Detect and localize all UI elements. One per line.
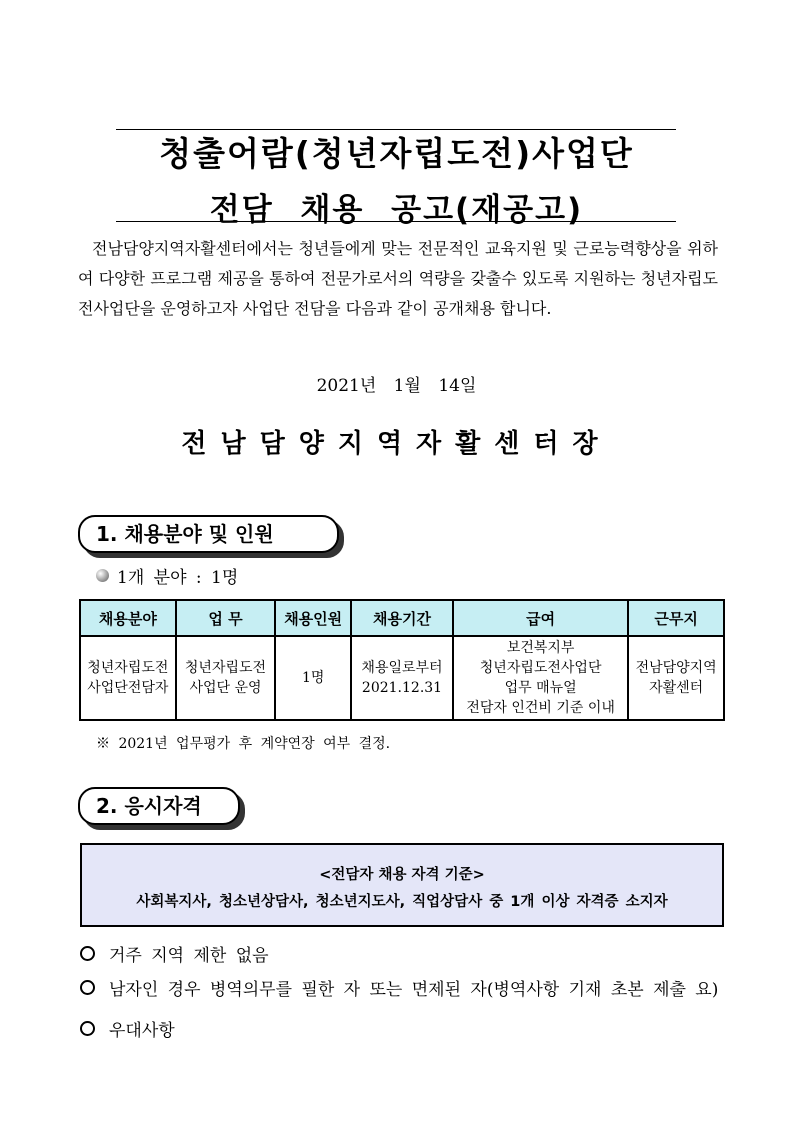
- section1-bullet-text: 1개 분야 : 1명: [117, 568, 239, 588]
- condition-item: [80, 1016, 175, 1041]
- cell-text: 업무 매뉴얼: [504, 680, 577, 696]
- table-header-row: [80, 600, 724, 636]
- table-header: 업 무: [176, 600, 276, 636]
- cell-place: [628, 636, 724, 720]
- table-header: 채용인원: [275, 600, 351, 636]
- circle-bullet-icon: [80, 1021, 95, 1036]
- section1-bullet: [96, 563, 238, 588]
- condition-item: [80, 941, 269, 966]
- cell-text: 청년자립도전: [87, 660, 169, 676]
- cell-salary: [453, 636, 628, 720]
- condition-text: 우대사항: [109, 1021, 175, 1041]
- cell-text: 2021.12.31: [361, 680, 443, 696]
- qualification-title: <전담자 채용 자격 기준>: [319, 867, 485, 883]
- cell-count: 1명: [275, 636, 351, 720]
- circle-bullet-icon: [80, 946, 95, 961]
- cell-text: 보건복지부: [506, 640, 575, 656]
- contract-note: ※ 2021년 업무평가 후 계약연장 여부 결정.: [96, 736, 391, 752]
- cell-text: 사업단전담자: [87, 680, 169, 696]
- intro-paragraph: 전남담양지역자활센터에서는 청년들에게 맞는 전문적인 교육지원 및 근로능력향상을 위하여 다양한 프로그램 제공을 통하여 전문가로서의 역량을 갖출수 있도록 지원하는 청년자립도전사업단을 운영하고자 사업단 전담을 다음과 같이 공개채용 합니다.: [78, 239, 718, 318]
- condition-text: 남자인 경우 병역의무를 필한 자 또는 면제된 자(병역사항 기재 초본 제출 요): [109, 980, 719, 1000]
- section1-heading: 1. 채용분야 및 인원: [78, 515, 339, 553]
- cell-text: 전담자 인건비 기준 이내: [466, 700, 615, 716]
- section2-heading: 2. 응시자격: [78, 787, 240, 825]
- table-header: 급여: [453, 600, 628, 636]
- cell-duty: [176, 636, 276, 720]
- cell-text: 청년자립도전: [184, 660, 267, 676]
- document-title-line2: 전담 채용 공고(재공고): [209, 192, 584, 228]
- table-row: [80, 636, 724, 720]
- title-bottom-rule: [116, 221, 676, 222]
- circle-bullet-icon: [80, 980, 95, 995]
- table-header: 채용분야: [80, 600, 176, 636]
- condition-text: 거주 지역 제한 없음: [109, 946, 269, 966]
- qualification-body: 사회복지사, 청소년상담사, 청소년지도사, 직업상담사 중 1개 이상 자격증 소지자: [136, 894, 668, 910]
- cell-text: 전남담양지역: [635, 660, 717, 676]
- announcement-date: 2021년 1월 14일: [316, 376, 477, 396]
- condition-item: [80, 975, 718, 1000]
- recruitment-table: [79, 599, 725, 721]
- cell-period: [351, 636, 453, 720]
- cell-text: 채용일로부터: [361, 660, 443, 676]
- signer-name: 전남담양지역자활센터장: [181, 429, 612, 459]
- table-header: 채용기간: [351, 600, 453, 636]
- cell-text: 청년자립도전사업단: [479, 660, 602, 676]
- cell-text: 자활센터: [649, 680, 704, 696]
- cell-field: [80, 636, 176, 720]
- cell-text: 사업단 운영: [189, 680, 262, 696]
- qualification-box: [80, 843, 724, 927]
- ball-bullet-icon: [96, 569, 109, 582]
- table-header: 근무지: [628, 600, 724, 636]
- document-title-line1: 청출어람(청년자립도전)사업단: [159, 134, 634, 173]
